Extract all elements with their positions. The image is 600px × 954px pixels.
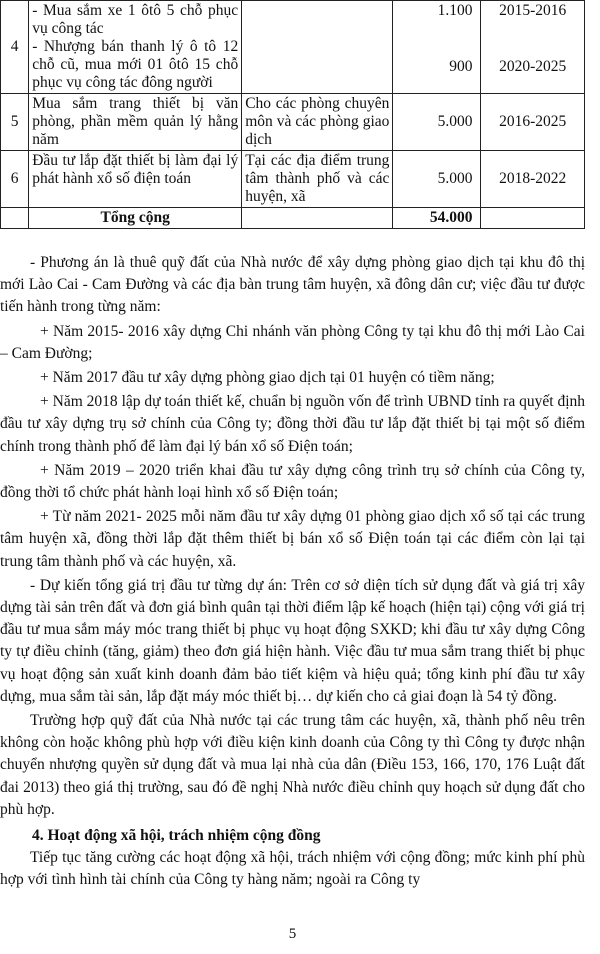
section-heading: 4. Hoạt động xã hội, trách nhiệm cộng đồng [32,827,321,845]
table-row [1,151,585,208]
row-amount [393,1,481,94]
row-note: Cho các phòng chuyên môn và các phòng giao dịch [242,94,393,151]
paragraph: + Năm 2018 lập dự toán thiết kế, chuẩn bị nguồn vốn để trình UBND tỉnh ra quyết định đầu tư xây dựng trụ sở chính của Công ty; đồng thời đầu tư lắp đặt thiết bị tại một số điểm chính trong thành phố để làm đại lý bán xổ số Điện toán; [0,393,585,455]
row-amount-value: 1.100 [437,2,473,19]
row-content-item: - Nhượng bán thanh lý ô tô 12 chỗ cũ, mua mới 01 ôtô 15 chỗ phục vụ công tác đông người [32,38,239,91]
body-text [0,252,585,894]
row-number: 5 [1,94,29,151]
paragraph: - Dự kiến tổng giá trị đầu tư từng dự án: Trên cơ sở diện tích sử dụng đất và giá trị xây dựng tài sản trên đất và đơn giá bình quân tại thời điểm lập kế hoạch (hiện tại) cộng với giá trị đầu tư mua sắm máy móc trang thiết bị phục vụ hoạt động SXKD; khi đầu tư xây dựng Công ty tự điều chỉnh (tăng, giảm) theo đơn giá hiện hành. Việc đầu tư mua sắm trang thiết bị phục vụ hoạt động sản xuất kinh doanh đảm bảo tiết kiệm và hiệu quả; tổng kinh phí đầu tư xây dựng, mua sắm tài sản, lắp đặt máy móc thiết bị… dự kiến cho cả giai đoạn là 54 tỷ đồng. [0,576,585,705]
row-content: Mua sắm trang thiết bị văn phòng, phần mềm quản lý hằng năm [29,94,242,151]
paragraph: - Phương án là thuê quỹ đất của Nhà nước để xây dựng phòng giao dịch tại khu đô thị mới Lào Cai - Cam Đường và các địa bàn trung tâm huyện, xã đông dân cư; việc đầu tư được tiến hành trong từng năm: [0,254,585,316]
row-period-value: 2020-2025 [499,58,567,75]
paragraph: Trường hợp quỹ đất của Nhà nước tại các trung tâm các huyện, xã, thành phố nêu trên không còn hoặc không phù hợp với điều kiện kinh doanh của Công ty thì Công ty được nhận chuyển nhượng quyền sử dụng đất và mua lại nhà của dân (Điều 153, 166, 170, 176 Luật đất đai 2013) theo giá thị trường, sau đó đề nghị Nhà nước điều chỉnh quy hoạch sử dụng đất cho phù hợp. [0,712,585,818]
table-row [1,1,585,94]
page-number: 5 [288,926,297,942]
paragraph: Tiếp tục tăng cường các hoạt động xã hội, trách nhiệm với cộng đồng; mức kinh phí phù hợp với tình hình tài chính của Công ty hàng năm; ngoài ra Công ty [0,849,585,889]
row-number: 6 [1,151,29,208]
row-note [242,1,393,94]
row-period [481,1,585,94]
row-period-value: 2015-2016 [499,2,567,19]
row-period: 2016-2025 [481,94,585,151]
row-amount: 5.000 [393,151,481,208]
paragraph: + Năm 2017 đầu tư xây dựng phòng giao dịch tại 01 huyện có tiềm năng; [40,369,495,387]
row-number: 4 [1,1,29,94]
total-amount: 54.000 [393,208,481,229]
paragraph: + Năm 2019 – 2020 triển khai đầu tư xây dựng công trình trụ sở chính của Công ty, đồng thời tổ chức phát hành loại hình xổ số Điện toán; [0,461,585,502]
investment-table [0,0,585,229]
row-amount-value: 900 [449,58,473,75]
paragraph: + Từ năm 2021- 2025 mỗi năm đầu tư xây dựng 01 phòng giao dịch xổ số tại các trung tâm huyện xã, đồng thời lắp đặt thêm thiết bị bán xổ số Điện toán tại các điểm còn lại tại trung tâm thành phố và các huyện, xã. [0,508,585,570]
paragraph: + Năm 2015- 2016 xây dựng Chi nhánh văn phòng Công ty tại khu đô thị mới Lào Cai – Cam Đường; [0,322,585,362]
row-content [29,1,242,94]
row-content: Đầu tư lắp đặt thiết bị làm đại lý phát hành xổ số điện toán [29,151,242,208]
total-label: Tổng cộng [29,208,242,229]
row-content-item: - Mua sắm xe 1 ôtô 5 chỗ phục vụ công tác [32,2,239,37]
table-total-row [1,208,585,229]
row-note: Tại các địa điểm trung tâm thành phố và các huyện, xã [242,151,393,208]
row-period: 2018-2022 [481,151,585,208]
row-amount: 5.000 [393,94,481,151]
table-row [1,94,585,151]
